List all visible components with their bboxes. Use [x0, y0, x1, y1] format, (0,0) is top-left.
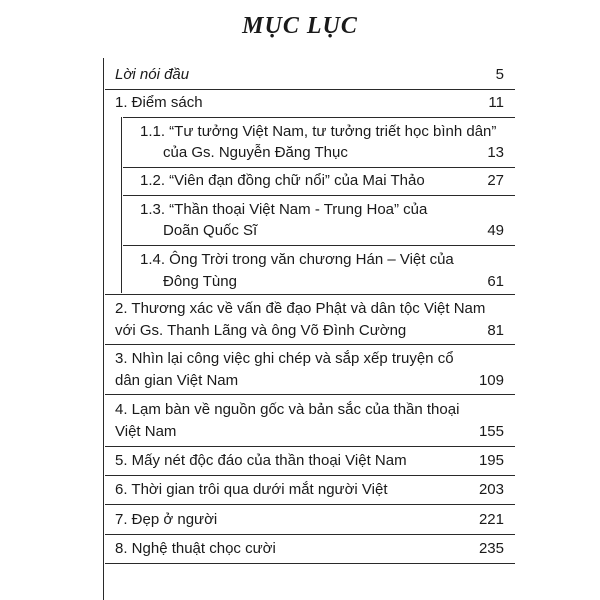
toc-entry-3-cont[interactable]: dân gian Việt Nam: [115, 372, 239, 389]
toc-entry-preface[interactable]: Lời nói đầu: [115, 66, 190, 83]
toc-divider: [105, 563, 515, 564]
toc-page-number: 195: [478, 452, 504, 469]
toc-entry-6[interactable]: 6. Thời gian trôi qua dưới mắt người Việt: [115, 481, 388, 498]
toc-entry-8[interactable]: 8. Nghệ thuật chọc cười: [115, 540, 276, 557]
toc-entry-2-cont[interactable]: với Gs. Thanh Lãng và ông Võ Đình Cường: [115, 322, 407, 339]
toc-page-number: 221: [478, 511, 504, 528]
toc-page-number: 11: [488, 94, 504, 111]
toc-divider: [123, 245, 515, 246]
toc-entry-4-cont[interactable]: Việt Nam: [115, 423, 177, 440]
toc-page-number: 13: [487, 144, 504, 161]
toc-left-rule: [103, 58, 104, 600]
toc-page-number: 155: [478, 423, 504, 440]
toc-entry-4[interactable]: 4. Lạm bàn về nguồn gốc và bản sắc của thần thoại: [115, 401, 460, 418]
toc-entry-5[interactable]: 5. Mấy nét độc đáo của thần thoại Việt Nam: [115, 452, 407, 469]
toc-divider: [105, 294, 515, 295]
toc-page-number: 203: [478, 481, 504, 498]
toc-divider: [105, 344, 515, 345]
toc-entry-1-4[interactable]: 1.4. Ông Trời trong văn chương Hán – Việt của: [140, 251, 454, 268]
toc-entry-1-2[interactable]: 1.2. “Viên đạn đồng chữ nổi” của Mai Thảo: [140, 172, 425, 189]
toc-divider: [105, 504, 515, 505]
toc-entry-1-1[interactable]: 1.1. “Tư tưởng Việt Nam, tư tưởng triết học bình dân”: [140, 123, 497, 140]
toc-divider: [105, 89, 515, 90]
toc-page-number: 49: [487, 222, 504, 239]
toc-page-number: 61: [487, 273, 504, 290]
toc-entry-7[interactable]: 7. Đẹp ở người: [115, 511, 218, 528]
toc-entry-1-3[interactable]: 1.3. “Thần thoại Việt Nam - Trung Hoa” của: [140, 201, 428, 218]
toc-divider: [123, 195, 515, 196]
toc-sub-rule: [121, 117, 122, 293]
toc-divider: [105, 394, 515, 395]
toc-page-number: 109: [478, 372, 504, 389]
toc-divider: [123, 167, 515, 168]
toc-entry-3[interactable]: 3. Nhìn lại công việc ghi chép và sắp xếp truyện cổ: [115, 350, 454, 367]
toc-page-number: 235: [478, 540, 504, 557]
toc-divider: [105, 475, 515, 476]
toc-divider: [105, 534, 515, 535]
toc-divider: [105, 446, 515, 447]
page-title: MỤC LỤC: [242, 13, 358, 39]
toc-entry-1-3-cont[interactable]: Doãn Quốc Sĩ: [163, 222, 258, 239]
toc-page-number: 5: [495, 66, 504, 83]
toc-entry-2[interactable]: 2. Thương xác về vấn đề đạo Phật và dân tộc Việt Nam: [115, 300, 486, 317]
toc-entry-1[interactable]: 1. Điểm sách: [115, 94, 203, 111]
toc-page-number: 27: [487, 172, 504, 189]
toc-page-number: 81: [487, 322, 504, 339]
toc-entry-1-4-cont[interactable]: Đông Tùng: [163, 273, 237, 290]
toc-divider: [123, 117, 515, 118]
toc-entry-1-1-cont[interactable]: của Gs. Nguyễn Đăng Thục: [163, 144, 348, 161]
